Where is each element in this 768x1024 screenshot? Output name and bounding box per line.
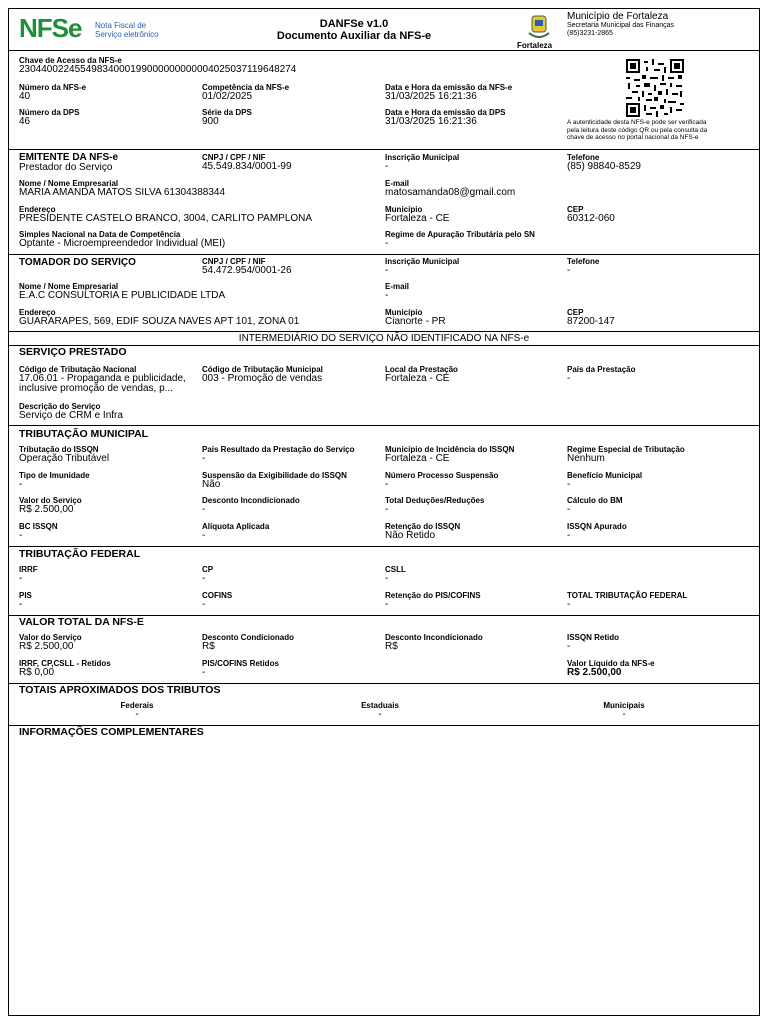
field-label: Código de Tributação Nacional <box>19 365 137 374</box>
field-label: IRRF, CP,CSLL - Retidos <box>19 659 111 668</box>
field-value: R$ 2.500,00 <box>19 504 74 515</box>
total-field <box>385 633 483 652</box>
field-value: R$ <box>202 641 215 652</box>
section-title: EMITENTE DA NFS-e <box>19 152 119 163</box>
valor-liquido <box>567 659 655 678</box>
total-field <box>202 659 279 678</box>
field-value: Não Retido <box>385 530 436 541</box>
city-seal-caption: Fortaleza <box>517 41 553 50</box>
field-label: Regime de Apuração Tributária pelo SN <box>385 230 535 239</box>
emitente-cep <box>567 205 615 224</box>
field-label: Inscrição Municipal <box>385 153 460 162</box>
field-label: Município <box>385 308 423 317</box>
field-value: - <box>19 479 23 490</box>
field-value: (85) 98840-8529 <box>567 161 641 172</box>
field-label: Alíquota Aplicada <box>202 522 270 531</box>
field-label: Suspensão da Exigibilidade do ISSQN <box>202 471 347 480</box>
field-value: - <box>385 238 389 249</box>
field-label: ISSQN Retido <box>567 633 620 642</box>
emitente-municipio <box>385 205 449 224</box>
field-value: 900 <box>202 116 219 127</box>
field-value: - <box>378 709 382 720</box>
field-value: Serviço de CRM e Infra <box>19 410 123 421</box>
emitente-header <box>19 153 118 173</box>
serie-dps <box>202 108 252 127</box>
servico-cod-nacional <box>19 365 186 394</box>
nfse-logo-sub2: Serviço eletrônico <box>95 30 159 39</box>
nfse-logo-sub1: Nota Fiscal de <box>95 21 147 30</box>
fortaleza-seal <box>517 13 557 51</box>
field-label: CNPJ / CPF / NIF <box>202 153 266 162</box>
qr-note <box>567 119 707 142</box>
trib-mun-field <box>567 496 623 515</box>
trib-mun-field <box>202 522 269 541</box>
field-label: Local da Prestação <box>385 365 458 374</box>
field-label: TOTAL TRIBUTAÇÃO FEDERAL <box>567 591 688 600</box>
servico-cod-municipal <box>202 365 323 384</box>
field-value: - <box>567 504 571 515</box>
field-value: - <box>19 573 23 584</box>
field-label: Regime Especial de Tributação <box>567 445 685 454</box>
field-label: Município <box>385 205 423 214</box>
trib-mun-field <box>19 522 58 541</box>
field-value: - <box>567 479 571 490</box>
field-value: Nenhum <box>567 453 605 464</box>
field-value: - <box>567 599 571 610</box>
emitente-im <box>385 153 459 172</box>
field-label: Valor Líquido da NFS-e <box>567 659 655 668</box>
qr-note-line: pela leitura deste código QR ou pela consulta da <box>567 126 708 134</box>
tomador-telefone <box>567 257 599 276</box>
field-value: 01/02/2025 <box>202 91 253 102</box>
field-value: - <box>567 265 571 276</box>
trib-mun-field <box>385 522 460 541</box>
field-label: CEP <box>567 308 584 317</box>
field-value: matosamanda08@gmail.com <box>385 187 516 198</box>
field-label: Municipais <box>603 701 645 710</box>
emitente-nome <box>19 179 225 198</box>
trib-mun-field <box>567 522 627 541</box>
divider <box>9 149 759 150</box>
field-label: Tributação do ISSQN <box>19 445 99 454</box>
field-value: - <box>202 530 206 541</box>
field-value: Cianorte - PR <box>385 316 446 327</box>
field-value: - <box>19 530 23 541</box>
trib-fed-field <box>385 565 406 584</box>
intermediario-note: INTERMEDIÁRIO DO SERVIÇO NÃO IDENTIFICADO NA NFS-e <box>238 333 530 344</box>
trib-mun-field <box>202 471 347 490</box>
field-value: Fortaleza - CE <box>385 373 450 384</box>
field-value: - <box>567 530 571 541</box>
tomador-nome <box>19 282 225 301</box>
field-value: - <box>385 265 389 276</box>
field-value: - <box>567 641 571 652</box>
secretariat-name: Secretaria Municipal das Finanças <box>567 22 674 29</box>
emitente-regime <box>385 230 535 249</box>
field-label: País da Prestação <box>567 365 636 374</box>
field-label: Inscrição Municipal <box>385 257 460 266</box>
field-value: E.A.C CONSULTORIA E PUBLICIDADE LTDA <box>19 290 226 301</box>
field-label: Endereço <box>19 308 56 317</box>
divider <box>9 331 759 332</box>
aprox-municipais <box>574 701 674 720</box>
field-label: CP <box>202 565 214 574</box>
tomador-cnpj <box>202 257 292 276</box>
servico-local <box>385 365 458 384</box>
tomador-im <box>385 257 459 276</box>
field-label: E-mail <box>385 282 410 291</box>
municipality-name: Município de Fortaleza <box>567 11 669 22</box>
field-value: - <box>202 573 206 584</box>
emitente-email <box>385 179 515 198</box>
emissao-dps <box>385 108 506 127</box>
field-value: Fortaleza - CE <box>385 213 450 224</box>
danfse-document <box>8 8 760 1016</box>
field-value: - <box>385 161 389 172</box>
field-label: Cálculo do BM <box>567 496 623 505</box>
field-value: 31/03/2025 16:21:36 <box>385 116 477 127</box>
document-title: DANFSe v1.0 <box>319 18 389 30</box>
field-value: inclusive promoção de vendas, p... <box>19 383 173 394</box>
field-value: Não <box>202 479 221 490</box>
trib-mun-field <box>385 471 498 490</box>
field-value: 87200-147 <box>567 316 615 327</box>
field-value: - <box>202 453 206 464</box>
field-label: Telefone <box>567 153 600 162</box>
field-label: Município de Incidência do ISSQN <box>385 445 515 454</box>
field-value: GUARARAPES, 569, EDIF SOUZA NAVES APT 101, ZONA 01 <box>19 316 300 327</box>
field-value: - <box>385 290 389 301</box>
trib-mun-field <box>19 496 82 515</box>
trib-fed-field <box>19 565 38 584</box>
field-value: PRESIDENTE CASTELO BRANCO, 3004, CARLITO PAMPLONA <box>19 213 313 224</box>
field-value: - <box>19 599 23 610</box>
document-title-block <box>219 18 489 42</box>
nfse-logo-text: NFSe <box>19 13 82 43</box>
field-value: - <box>385 504 389 515</box>
field-label: Benefício Municipal <box>567 471 643 480</box>
municipality-block <box>567 11 674 38</box>
field-label: CEP <box>567 205 584 214</box>
divider <box>9 546 759 547</box>
chave-label: Chave de Acesso da NFS-e <box>19 56 122 65</box>
field-label: BC ISSQN <box>19 522 58 531</box>
field-value: - <box>622 709 626 720</box>
field-label: Retenção do PIS/COFINS <box>385 591 481 600</box>
divider <box>9 254 759 255</box>
field-label: PIS/COFINS Retidos <box>202 659 279 668</box>
section-subtitle: Prestador do Serviço <box>19 162 113 173</box>
emitente-simples <box>19 230 225 249</box>
numero-dps <box>19 108 79 127</box>
field-label: Simples Nacional na Data de Competência <box>19 230 181 239</box>
competencia-nfse <box>202 83 289 102</box>
trib-mun-field <box>385 445 514 464</box>
field-label: Valor do Serviço <box>19 633 82 642</box>
field-value: - <box>385 479 389 490</box>
field-label: Data e Hora da emissão da DPS <box>385 108 506 117</box>
field-label: Nome / Nome Empresarial <box>19 179 119 188</box>
field-value: - <box>385 573 389 584</box>
field-value: - <box>202 504 206 515</box>
field-label: Valor do Serviço <box>19 496 82 505</box>
field-label: Desconto Condicionado <box>202 633 294 642</box>
field-value: 45.549.834/0001-99 <box>202 161 292 172</box>
field-value: R$ 0,00 <box>19 667 55 678</box>
field-label: E-mail <box>385 179 410 188</box>
section-title: TOMADOR DO SERVIÇO <box>19 257 136 268</box>
tomador-endereco <box>19 308 299 327</box>
total-field <box>19 633 82 652</box>
trib-mun-field <box>202 496 300 515</box>
tomador-cep <box>567 308 615 327</box>
field-label: Nome / Nome Empresarial <box>19 282 119 291</box>
divider <box>9 50 759 51</box>
field-label: Série da DPS <box>202 108 252 117</box>
trib-fed-field <box>19 591 32 610</box>
field-label: Competência da NFS-e <box>202 83 290 92</box>
field-value: MARIA AMANDA MATOS SILVA 61304388344 <box>19 187 226 198</box>
field-value: - <box>135 709 139 720</box>
trib-mun-title: TRIBUTAÇÃO MUNICIPAL <box>19 428 149 440</box>
total-field <box>567 633 619 652</box>
field-value: - <box>385 599 389 610</box>
aprox-estaduais <box>330 701 430 720</box>
field-value: 54.472.954/0001-26 <box>202 265 292 276</box>
chave-value: 23044002245549834000199000000000004025037119648274 <box>19 64 297 75</box>
field-label: PIS <box>19 591 32 600</box>
field-label: Retenção do ISSQN <box>385 522 461 531</box>
field-label: País Resultado da Prestação do Serviço <box>202 445 355 454</box>
trib-mun-field <box>19 471 90 490</box>
trib-fed-field <box>567 591 687 610</box>
field-label: Desconto Incondicionado <box>202 496 300 505</box>
servico-title: SERVIÇO PRESTADO <box>19 346 127 358</box>
field-value: R$ <box>385 641 398 652</box>
total-field <box>19 659 111 678</box>
tomador-header <box>19 257 136 268</box>
field-label: Estaduais <box>361 701 399 710</box>
tomador-municipio <box>385 308 446 327</box>
total-title: VALOR TOTAL DA NFS-E <box>19 616 144 628</box>
field-value: 60312-060 <box>567 213 615 224</box>
nfse-logo-subtitle <box>95 21 159 39</box>
field-label: Descrição do Serviço <box>19 402 101 411</box>
field-label: Desconto Incondicionado <box>385 633 483 642</box>
field-label: COFINS <box>202 591 233 600</box>
field-value: - <box>202 599 206 610</box>
qr-code[interactable] <box>626 59 684 117</box>
field-value: Optante - Microempreendedor Individual (MEI) <box>19 238 226 249</box>
trib-fed-title: TRIBUTAÇÃO FEDERAL <box>19 548 141 560</box>
trib-fed-field <box>202 565 213 584</box>
field-label: Total Deduções/Reduções <box>385 496 485 505</box>
field-label: Tipo de Imunidade <box>19 471 90 480</box>
nfse-logo <box>19 15 81 42</box>
servico-descricao <box>19 402 123 421</box>
trib-mun-field <box>19 445 109 464</box>
emitente-endereco <box>19 205 312 224</box>
field-label: Endereço <box>19 205 56 214</box>
municipality-phone: (85)3231-2865 <box>567 30 613 37</box>
total-field <box>202 633 294 652</box>
field-label: Telefone <box>567 257 600 266</box>
emissao-nfse <box>385 83 512 102</box>
chave-acesso <box>19 56 296 75</box>
emitente-telefone <box>567 153 641 172</box>
field-label: Data e Hora da emissão da NFS-e <box>385 83 513 92</box>
tomador-email <box>385 282 409 301</box>
field-label: Federais <box>120 701 154 710</box>
field-label: CSLL <box>385 565 406 574</box>
trib-mun-field <box>385 496 484 515</box>
field-value: Operação Tributável <box>19 453 110 464</box>
city-seal-icon <box>521 13 557 43</box>
field-value: - <box>202 667 206 678</box>
field-label: Número da NFS-e <box>19 83 87 92</box>
field-value: 46 <box>19 116 31 127</box>
field-value: 40 <box>19 91 31 102</box>
trib-mun-field <box>567 471 642 490</box>
qr-note-line: A autenticidade desta NFS-e pode ser verificada <box>567 119 707 126</box>
field-value: - <box>567 373 571 384</box>
servico-pais <box>567 365 635 384</box>
field-label: ISSQN Apurado <box>567 522 627 531</box>
field-label: Número Processo Suspensão <box>385 471 499 480</box>
document-subtitle: Documento Auxiliar da NFS-e <box>276 30 432 42</box>
valor-liquido-value: R$ 2.500,00 <box>567 667 622 678</box>
divider <box>9 425 759 426</box>
field-label: Código de Tributação Municipal <box>202 365 323 374</box>
trib-fed-field <box>202 591 232 610</box>
emitente-cnpj <box>202 153 292 172</box>
trib-mun-field <box>567 445 685 464</box>
numero-nfse <box>19 83 86 102</box>
aprox-federais <box>87 701 187 720</box>
aprox-title: TOTAIS APROXIMADOS DOS TRIBUTOS <box>19 684 221 696</box>
field-label: CNPJ / CPF / NIF <box>202 257 266 266</box>
field-label: IRRF <box>19 565 38 574</box>
field-value: Fortaleza - CE <box>385 453 450 464</box>
field-value: R$ 2.500,00 <box>19 641 74 652</box>
trib-fed-field <box>385 591 481 610</box>
trib-mun-field <box>202 445 355 464</box>
field-value: 003 - Promoção de vendas <box>202 373 323 384</box>
field-value: 17.06.01 - Propaganda e publicidade, <box>19 373 186 384</box>
field-value: 31/03/2025 16:21:36 <box>385 91 477 102</box>
qr-note-line: chave de acesso no portal nacional da NFS-e <box>567 134 699 141</box>
field-label: Número da DPS <box>19 108 80 117</box>
info-title: INFORMAÇÕES COMPLEMENTARES <box>19 726 204 738</box>
